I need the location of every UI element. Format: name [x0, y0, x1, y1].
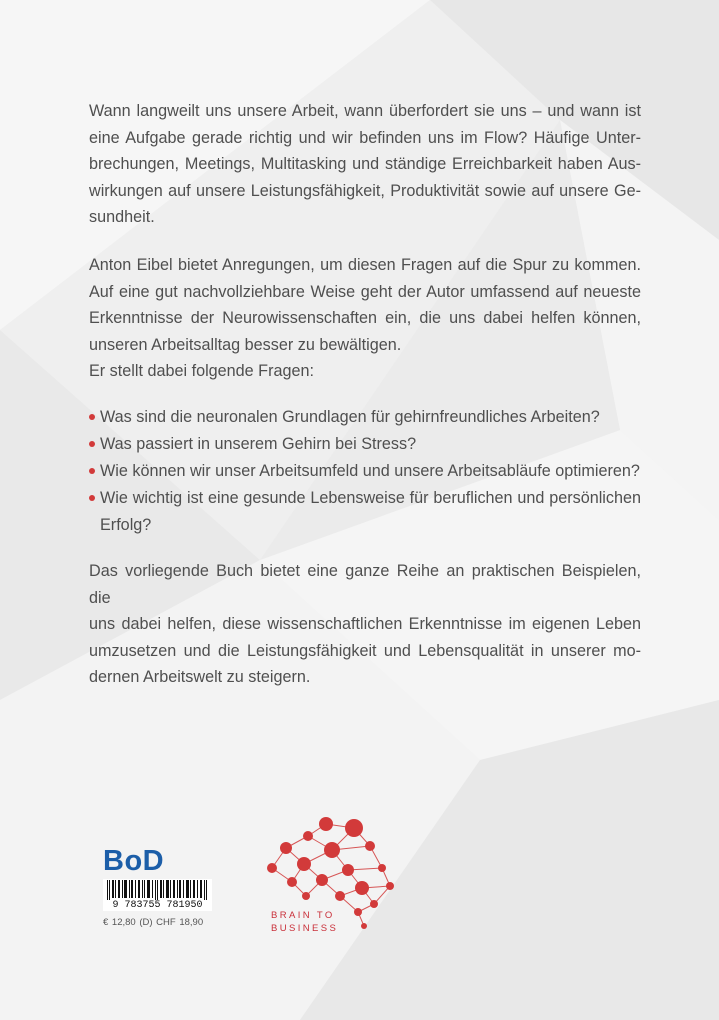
- text-line: dernen Arbeitswelt zu steigern.: [89, 668, 311, 686]
- publisher-logo: BoD: [103, 845, 165, 877]
- question-text: Wie können wir unser Arbeitsumfeld und unsere Arbeitsabläufe optimieren?: [100, 462, 640, 480]
- brand-line2: BUSINESS: [271, 923, 339, 934]
- text-line: eine Aufgabe gerade richtig und wir befinden uns im Flow? Häufige Unter-: [89, 128, 641, 147]
- text-line: umzusetzen und die Leistungsfähigkeit und Lebensqualität in unserer mo-: [89, 641, 641, 660]
- list-item: [89, 485, 641, 539]
- text-line: Das vorliegende Buch bietet eine ganze Reihe an praktischen Beispielen, die: [89, 562, 641, 607]
- bullet-dot-icon: [89, 495, 95, 501]
- text-line: unseren Arbeitsalltag besser zu bewältigen.: [89, 335, 402, 354]
- list-item: [89, 404, 641, 431]
- text-line: Er stellt dabei folgende Fragen:: [89, 362, 314, 380]
- question-text: Wie wichtig ist eine gesunde Lebensweise für beruflichen und persönlichen Erfolg?: [100, 489, 641, 534]
- brand-wordmark: [271, 909, 338, 935]
- bullet-dot-icon: [89, 414, 95, 420]
- price-label: € 12,80 (D) CHF 18,90: [103, 917, 204, 928]
- question-text: Was passiert in unserem Gehirn bei Stress?: [100, 435, 417, 453]
- question-list: [89, 404, 641, 539]
- brand-line1: BRAIN TO: [271, 910, 335, 921]
- text-line: Erkenntnisse der Neurowissenschaften ein, die uns dabei helfen können,: [89, 309, 641, 327]
- isbn-number: 9 783755 781950: [103, 900, 212, 911]
- barcode-icon: [103, 879, 212, 900]
- text-line: brechungen, Meetings, Multitasking und ständige Erreichbarkeit haben Aus-: [89, 155, 641, 173]
- text-line: Anton Eibel bietet Anregungen, um diesen Fragen auf die Spur zu kommen.: [89, 256, 641, 274]
- list-item: [89, 458, 641, 485]
- bullet-dot-icon: [89, 441, 95, 447]
- text-line: wirkungen auf unsere Leistungsfähigkeit, Produktivität sowie auf unsere Ge-: [89, 181, 641, 200]
- bullet-dot-icon: [89, 468, 95, 474]
- text-line: Auf eine gut nachvollziehbare Weise geht der Autor umfassend auf neueste: [89, 282, 641, 301]
- list-item: [89, 431, 641, 458]
- intro-paragraph: [89, 98, 641, 231]
- question-text: Was sind die neuronalen Grundlagen für gehirnfreundliches Arbeiten?: [100, 408, 600, 426]
- text-line: uns dabei helfen, diese wissenschaftlichen Erkenntnisse im eigenen Leben: [89, 615, 641, 633]
- text-line: Wann langweilt uns unsere Arbeit, wann überfordert sie uns – und wann ist: [89, 102, 641, 120]
- author-paragraph: [89, 252, 641, 385]
- closing-paragraph: [89, 558, 641, 691]
- text-line: sundheit.: [89, 208, 155, 226]
- barcode: [103, 879, 212, 911]
